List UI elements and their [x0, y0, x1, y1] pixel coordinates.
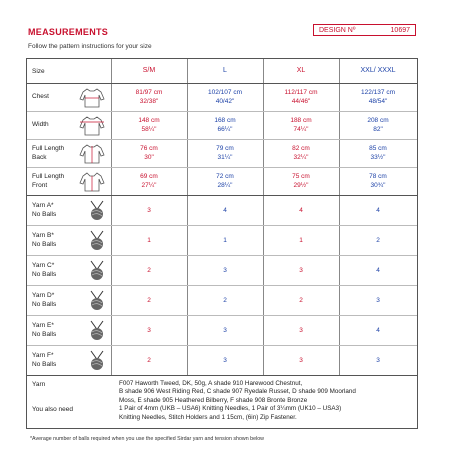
back-l-in: 31¼" [217, 154, 233, 161]
chest-xxl-in: 48/54" [368, 98, 388, 105]
size-label: Size [32, 68, 45, 75]
yarn-b-label: Yarn B* [32, 232, 54, 239]
yarn-a-label: Yarn A* [32, 202, 54, 209]
yarn-b-sm: 1 [147, 237, 151, 244]
yarn-b-balls-label: No Balls [32, 241, 57, 248]
yarn-c-xl: 3 [299, 267, 303, 274]
page-title: MEASUREMENTS [28, 27, 109, 37]
back-sm-cm: 76 cm [140, 145, 158, 152]
row-divider [27, 225, 417, 226]
yarn-c-balls-label: No Balls [32, 271, 57, 278]
width-xl-in: 74¼" [293, 126, 309, 133]
also-need-label: You also need [32, 406, 73, 413]
width-xxl-in: 82" [373, 126, 383, 133]
width-sm-in: 58¼" [141, 126, 157, 133]
yarn-d-xl: 2 [299, 297, 303, 304]
design-number: 10697 [390, 26, 410, 34]
width-label: Width [32, 121, 49, 128]
chest-label: Chest [32, 93, 49, 100]
width-l-cm: 168 cm [214, 117, 236, 124]
yarn-description-line1: F007 Haworth Tweed, DK, 50g, A shade 910 Harewood Chestnut, [119, 380, 303, 387]
back-sm-in: 30" [144, 154, 154, 161]
yarn-c-xxl: 4 [376, 267, 380, 274]
back-l-cm: 79 cm [216, 145, 234, 152]
yarn-b-xxl: 2 [376, 237, 380, 244]
front-xxl-cm: 78 cm [369, 173, 387, 180]
row-divider [27, 195, 417, 196]
chest-l-in: 40/42" [215, 98, 235, 105]
sweater-chest-icon [79, 87, 105, 109]
back-xxl-in: 33½" [370, 154, 386, 161]
row-divider [27, 285, 417, 286]
sweater-back-length-icon [79, 143, 105, 165]
yarn-f-xxl: 3 [376, 357, 380, 364]
width-sm-cm: 148 cm [138, 117, 160, 124]
yarn-d-label: Yarn D* [32, 292, 55, 299]
yarn-ball-icon [87, 319, 107, 341]
yarn-d-xxl: 3 [376, 297, 380, 304]
design-label: DESIGN Nº [319, 26, 356, 34]
length-front-label-line2: Front [32, 182, 48, 189]
size-header-xl: XL [296, 67, 306, 74]
chest-sm-cm: 81/97 cm [135, 89, 163, 96]
yarn-e-xxl: 4 [376, 327, 380, 334]
sweater-front-length-icon [79, 171, 105, 193]
yarn-f-xl: 3 [299, 357, 303, 364]
chest-l-cm: 102/107 cm [208, 89, 242, 96]
yarn-d-balls-label: No Balls [32, 301, 57, 308]
yarn-ball-icon [87, 229, 107, 251]
yarn-e-xl: 3 [299, 327, 303, 334]
back-xl-cm: 82 cm [292, 145, 310, 152]
row-divider [27, 83, 417, 84]
yarn-e-l: 3 [223, 327, 227, 334]
size-header-sm: S/M [142, 67, 156, 74]
size-header-l: L [223, 67, 227, 74]
yarn-f-balls-label: No Balls [32, 361, 57, 368]
yarn-description-label: Yarn [32, 381, 46, 388]
row-divider [27, 315, 417, 316]
front-l-in: 28¼" [217, 182, 233, 189]
also-need-line1: 1 Pair of 4mm (UKB – USA6) Knitting Needles, 1 Pair of 3¼mm (UK10 – USA3) [119, 405, 342, 413]
back-xxl-cm: 85 cm [369, 145, 387, 152]
yarn-d-l: 2 [223, 297, 227, 304]
yarn-e-label: Yarn E* [32, 322, 54, 329]
length-back-label-line2: Back [32, 154, 47, 161]
yarn-description-line3: Moss, E shade 905 Heathered Bilberry, F shade 908 Bronte Bronze [119, 396, 308, 404]
yarn-b-xl: 1 [299, 237, 303, 244]
yarn-a-sm: 3 [147, 207, 151, 214]
yarn-ball-icon [87, 199, 107, 221]
yarn-a-xxl: 4 [376, 207, 380, 214]
yarn-f-label: Yarn F* [32, 352, 54, 359]
yarn-c-sm: 2 [147, 267, 151, 274]
row-divider [27, 255, 417, 256]
width-xxl-cm: 208 cm [367, 117, 389, 124]
front-l-cm: 72 cm [216, 173, 234, 180]
row-divider [27, 111, 417, 112]
yarn-a-xl: 4 [299, 207, 303, 214]
yarn-c-l: 3 [223, 267, 227, 274]
size-header-xxl: XXL/ XXXL [360, 67, 396, 74]
chest-xl-in: 44/46" [291, 98, 311, 105]
yarn-description-line2: B shade 906 West Riding Red, C shade 907 Ryedale Russet, D shade 909 Moorland [119, 388, 356, 396]
row-divider [27, 345, 417, 346]
length-back-label-line1: Full Length [32, 145, 65, 152]
width-xl-cm: 188 cm [290, 117, 312, 124]
chest-xxl-cm: 122/137 cm [361, 89, 395, 96]
back-xl-in: 32¼" [293, 154, 309, 161]
sweater-width-icon [79, 115, 105, 137]
yarn-a-l: 4 [223, 207, 227, 214]
footnote: *Average number of balls required when you use the specified Sirdar yarn and tension shown below [30, 436, 264, 442]
front-sm-in: 27¼" [141, 182, 157, 189]
yarn-ball-icon [87, 259, 107, 281]
yarn-f-l: 3 [223, 357, 227, 364]
front-sm-cm: 69 cm [140, 173, 158, 180]
yarn-b-l: 1 [223, 237, 227, 244]
yarn-ball-icon [87, 349, 107, 371]
length-front-label-line1: Full Length [32, 173, 65, 180]
yarn-d-sm: 2 [147, 297, 151, 304]
design-number-box [313, 24, 416, 36]
front-xl-cm: 75 cm [292, 173, 310, 180]
front-xxl-in: 30¾" [370, 182, 386, 189]
width-l-in: 66¼" [217, 126, 233, 133]
yarn-c-label: Yarn C* [32, 262, 55, 269]
front-xl-in: 29½" [293, 182, 309, 189]
row-divider [27, 167, 417, 168]
also-need-line2: Knitting Needles, Stitch Holders and 1 15cm, (6in) Zip Fastener. [119, 413, 297, 421]
yarn-e-balls-label: No Balls [32, 331, 57, 338]
yarn-ball-icon [87, 289, 107, 311]
row-divider [27, 375, 417, 376]
row-divider [27, 139, 417, 140]
subtitle: Follow the pattern instructions for your size [28, 43, 152, 50]
chest-sm-in: 32/38" [139, 98, 159, 105]
yarn-e-sm: 3 [147, 327, 151, 334]
chest-xl-cm: 112/117 cm [284, 89, 318, 96]
yarn-f-sm: 2 [147, 357, 151, 364]
yarn-a-balls-label: No Balls [32, 211, 57, 218]
measurements-table [26, 58, 418, 429]
